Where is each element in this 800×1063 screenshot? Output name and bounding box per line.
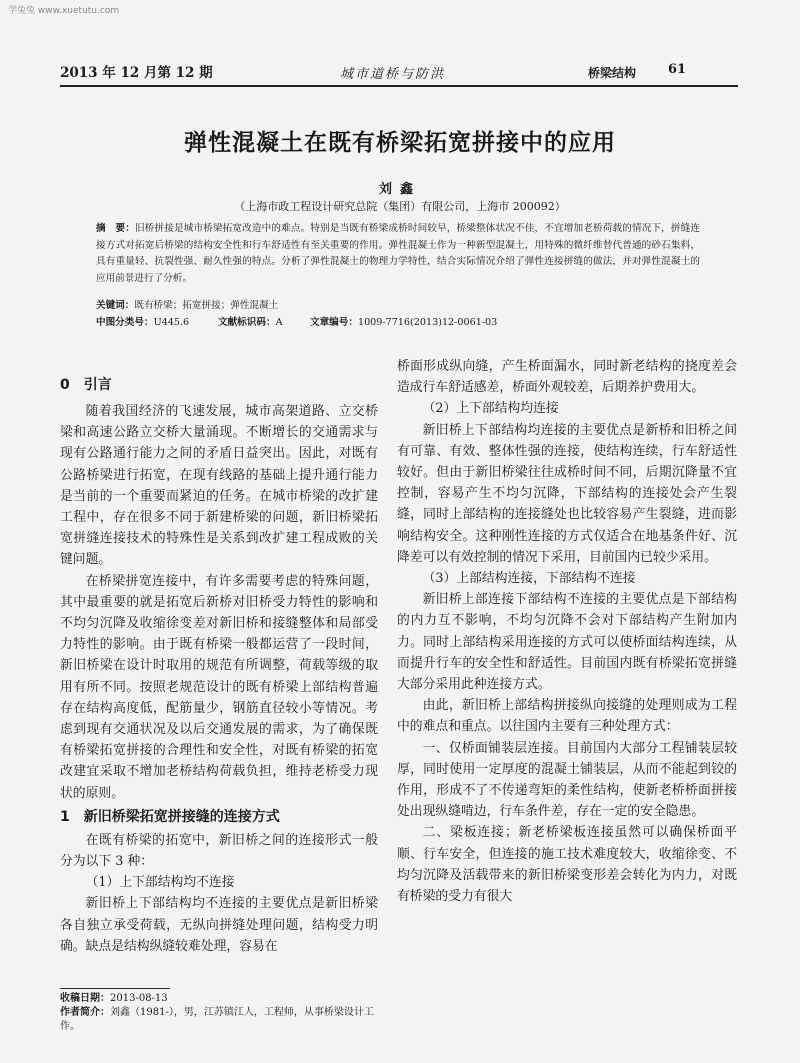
right-column (397, 356, 737, 907)
subheading: （2）上下部结构均连接 (422, 401, 559, 417)
issue-date: 2013 年 12 月第 12 期 (60, 65, 213, 81)
paragraph: 一、仅桥面铺装层连接。目前国内大部分工程铺装层较厚，同时使用一定厚度的混凝土铺装层，从而不能起到铰的作用，形成不了不传递弯矩的柔性结构，使新老桥桥面拼接处出现纵缝啃边，行车条件差，存在一定的安全隐患。 (397, 740, 737, 820)
subheading: （1）上下部结构均不连接 (85, 875, 235, 891)
paragraph: 桥面形成纵向缝，产生桥面漏水，同时新老结构的挠度差会造成行车舒适感差，桥面外观较差，后期养护费用大。 (397, 359, 737, 396)
article-number (310, 314, 497, 328)
doc-label: 文献标识码： (218, 317, 276, 328)
footnote-rule (60, 988, 170, 989)
clc-number (96, 314, 189, 328)
header-rule (60, 85, 738, 87)
paragraph: 二、梁板连接；新老桥梁板连接虽然可以确保桥面平顺、行车安全，但连接的施工技术难度较大，收缩徐变、不均匀沉降及活载带来的新旧桥梁变形差会转化为内力，对既有桥梁的受力有很大 (397, 825, 737, 905)
received-label: 收稿日期： (60, 993, 110, 1004)
article-value: 1009-7716(2013)12-0061-03 (357, 317, 498, 328)
page-number: 61 (668, 62, 687, 77)
keywords (96, 297, 278, 311)
keywords-text: 既有桥梁；拓宽拼接；弹性混凝土 (134, 300, 279, 311)
watermark: 学兔兔 www.xuetutu.com (8, 6, 120, 16)
paper-title: 弹性混凝土在既有桥梁拓宽拼接中的应用 (184, 129, 616, 156)
paragraph: 由此，新旧桥上部结构拼接纵向接缝的处理则成为工程中的难点和重点。以往国内主要有三种处理方式： (397, 698, 737, 735)
doc-code (218, 314, 283, 328)
intro-heading: 0 引言 (60, 377, 112, 393)
paragraph: 在既有桥梁的拓宽中，新旧桥之间的连接形式一般分为以下 3 种： (60, 832, 378, 870)
clc-value: U445.6 (153, 317, 190, 328)
paragraph: 随着我国经济的飞速发展，城市高架道路、立交桥梁和高速公路立交桥大量涌现。不断增长的交通需求与现有公路通行能力之间的矛盾日益突出。因此，对既有公路桥梁进行拓宽，在现有线路的基础上提升通行能力是当前的一个重要而紧迫的任务。在城市桥梁的改扩建工程中，存在很多不同于新建桥梁的问题，新旧桥梁拓宽拼缝连接技术的特殊性是关系到改扩建工程成败的关键问题。 (60, 404, 378, 568)
article-label: 文章编号： (310, 317, 358, 328)
abstract-text: 旧桥拼接是城市桥梁拓宽改造中的难点。特别是当既有桥梁成桥时间较早，桥梁整体状况不佳，不宜增加老桥荷载的情况下，拼缝连接方式对拓宽后桥梁的结构安全性和行车舒适性有至关重要的作用。弹性混凝土作为一种新型混凝土，用特殊的微纤维替代普通的砂石集料，具有重量轻、抗裂性强、耐久性强的特点。分析了弹性混凝土的物理力学特性，结合实际情况介绍了弹性连接拼缝的做法，并对弹性混凝土的应用前景进行了分析。 (96, 223, 701, 285)
paragraph: 新旧桥上下部结构均连接的主要优点是新桥和旧桥之间有可靠、有效、整体性强的连接，使结构连续，行车舒适性较好。但由于新旧桥梁往往成桥时间不同，后期沉降量不宜控制，容易产生不均匀沉降，下部结构的连接处会产生裂缝，同时上部结构的连接缝处也比较容易产生裂缝，进而影响结构安全。这种刚性连接的方式仅适合在地基条件好、沉降差可以有效控制的情况下采用，目前国内已较少采用。 (397, 422, 737, 565)
received-date (60, 992, 378, 1006)
paragraph: 新旧桥上部连接下部结构不连接的主要优点是下部结构的内力互不影响，不均匀沉降不会对下部结构产生附加内力。同时上部结构采用连接的方式可以使桥面结构连续，从而提升行车的安全性和舒适性。目前国内既有桥梁拓宽拼缝大部分采用此种连接方式。 (397, 592, 737, 693)
affiliation: （上海市政工程设计研究总院（集团）有限公司，上海市 200092） (234, 200, 566, 213)
bio-text: 刘鑫（1981-），男，江苏镇江人，工程师，从事桥梁设计工作。 (60, 1007, 374, 1032)
section-heading: 1 新旧桥梁拓宽拼接缝的连接方式 (60, 808, 280, 825)
bio-label: 作者简介： (60, 1007, 110, 1018)
paragraph: 在桥梁拼宽连接中，有许多需要考虑的特殊问题，其中最重要的就是拓宽后新桥对旧桥受力特性的影响和不均匀沉降及收缩徐变差对新旧桥和接缝整体和局部受力特性的影响。由于既有桥梁一般都运营了一段时间，新旧桥梁在设计时取用的规范有所调整，荷载等级的取用有所不同。按照老规范设计的既有桥梁上部结构普遍存在结构高度低，配筋量少，钢筋直径较小等情况。考虑到现有交通状况及以后交通发展的需求，为了确保既有桥梁拓宽拼接的合理性和安全性，对既有桥梁的拓宽改建宜采取不增加老桥结构荷载负担，维持老桥受力现状的原则。 (60, 573, 378, 801)
doc-value: A (275, 317, 283, 328)
footnote (60, 992, 378, 1034)
author: 刘鑫 (378, 182, 421, 197)
keywords-label: 关键词： (96, 300, 135, 311)
abstract-label: 摘 要： (96, 223, 135, 234)
author-bio (60, 1006, 378, 1034)
left-column (60, 375, 378, 957)
paragraph: 新旧桥上下部结构均不连接的主要优点是新旧桥梁各自独立承受荷载，无纵向拼缝处理问题，结构受力明确。缺点是结构纵缝较难处理，容易在 (60, 896, 378, 954)
abstract (96, 221, 700, 288)
subheading: （3）上部结构连接，下部结构不连接 (422, 571, 636, 587)
journal-name: 城市道桥与防洪 (340, 67, 446, 82)
clc-label: 中图分类号： (96, 317, 154, 328)
received-value: 2013-08-13 (110, 993, 168, 1004)
section-name: 桥梁结构 (588, 66, 637, 80)
